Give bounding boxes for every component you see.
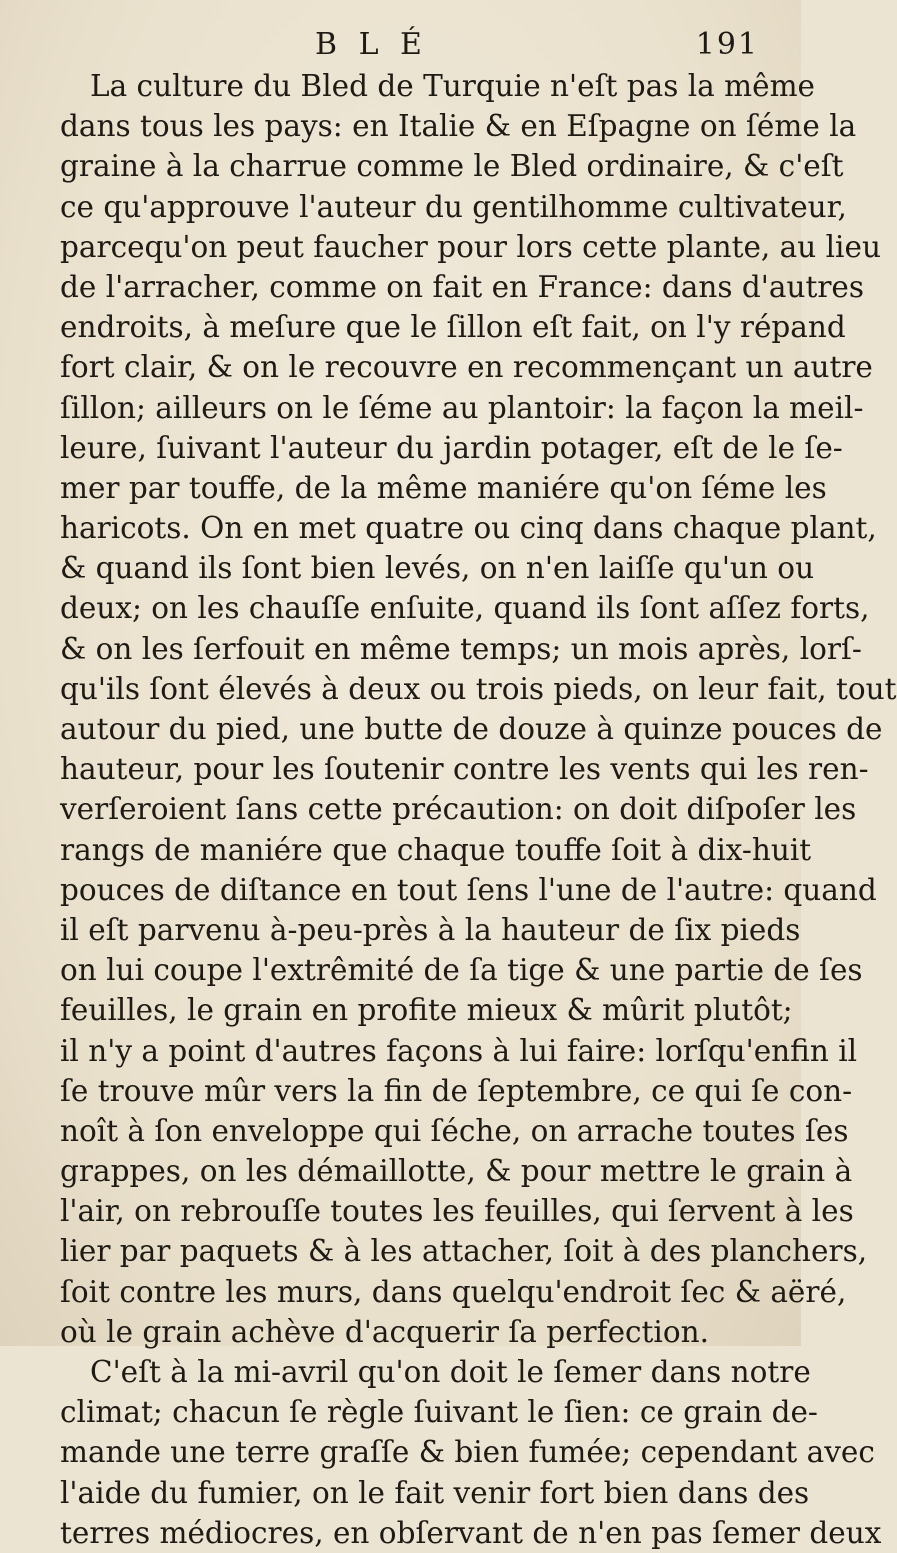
text-line: l'air, on rebrouſſe toutes les feuilles, qui ſervent à les [60,1194,854,1229]
text-line: lier par paquets & à les attacher, ſoit à des planchers, [60,1234,868,1269]
page-number: 191 [695,27,759,62]
text-line: il eſt parvenu à-peu-près à la hauteur de ſix pieds [60,912,801,947]
text-line: rangs de maniére que chaque touffe ſoit à dix-huit [60,832,812,867]
text-line: mer par touffe, de la même maniére qu'on ſéme les [60,470,827,505]
text-line: ce qu'approuve l'auteur du gentilhomme cultivateur, [60,189,847,224]
running-head [60,24,765,66]
text-line: où le grain achève d'acquerir ſa perfection. [60,1314,709,1349]
text-line: endroits, à meſure que le ſillon eſt fait, on l'y répand [60,310,846,345]
body-text [60,66,897,1553]
text-line: verſeroient ſans cette précaution: on doit diſpoſer les [60,792,857,827]
text-line: fort clair, & on le recouvre en recommençant un autre [60,350,873,385]
text-line: ſillon; ailleurs on le ſéme au plantoir: la façon la meil- [60,390,864,425]
text-line: C'eſt à la mi-avril qu'on doit le ſemer dans notre [90,1355,811,1389]
text-line: pouces de diſtance en tout ſens l'une de l'autre: quand [60,872,877,907]
text-line: & on les ſerfouit en même temps; un mois après, lorſ- [60,631,862,666]
text-line: grappes, on les démaillotte, & pour mettre le grain à [60,1154,853,1189]
text-line: climat; chacun ſe règle ſuivant le ſien: ce grain de- [60,1395,818,1430]
text-line: l'aide du fumier, on le fait venir fort bien dans des [60,1475,810,1510]
running-title: B L É [315,27,428,62]
text-line: noît à ſon enveloppe qui ſéche, on arrache toutes ſes [60,1113,849,1148]
text-line: La culture du Bled de Turquie n'eſt pas la même [90,69,816,103]
text-line: leure, ſuivant l'auteur du jardin potager, eſt de le ſe- [60,430,843,465]
text-line: qu'ils ſont élevés à deux ou trois pieds, on leur fait, tout [60,671,897,706]
text-line: dans tous les pays: en Italie & en Eſpagne on ſéme la [60,109,857,144]
text-line: mande une terre graſſe & bien fumée; cependant avec [60,1435,875,1470]
text-line: autour du pied, une butte de douze à quinze pouces de [60,712,883,746]
text-line: ſe trouve mûr vers la fin de ſeptembre, ce qui ſe con- [60,1073,853,1108]
text-line: graine à la charrue comme le Bled ordinaire, & c'eſt [60,149,844,184]
text-line: feuilles, le grain en profite mieux & mûrit plutôt; [60,993,793,1028]
text-line: ſoit contre les murs, dans quelqu'endroit ſec & aëré, [60,1274,847,1309]
text-line: on lui coupe l'extrêmité de ſa tige & une partie de ſes [60,953,863,988]
text-line: deux; on les chauſſe enſuite, quand ils ſont aſſez forts, [60,591,870,626]
text-line: haricots. On en met quatre ou cinq dans chaque plant, [60,511,877,546]
text-line: & quand ils ſont bien levés, on n'en laiſſe qu'un ou [60,551,815,586]
text-line: parcequ'on peut faucher pour lors cette plante, au lieu [60,229,881,264]
text-line: il n'y a point d'autres façons à lui faire: lorſqu'enfin il [60,1033,858,1068]
text-line: de l'arracher, comme on fait en France: dans d'autres [60,269,865,304]
text-line: hauteur, pour les ſoutenir contre les vents qui les ren- [60,752,869,787]
text-line: terres médiocres, en obſervant de n'en pas ſemer deux [60,1515,882,1550]
